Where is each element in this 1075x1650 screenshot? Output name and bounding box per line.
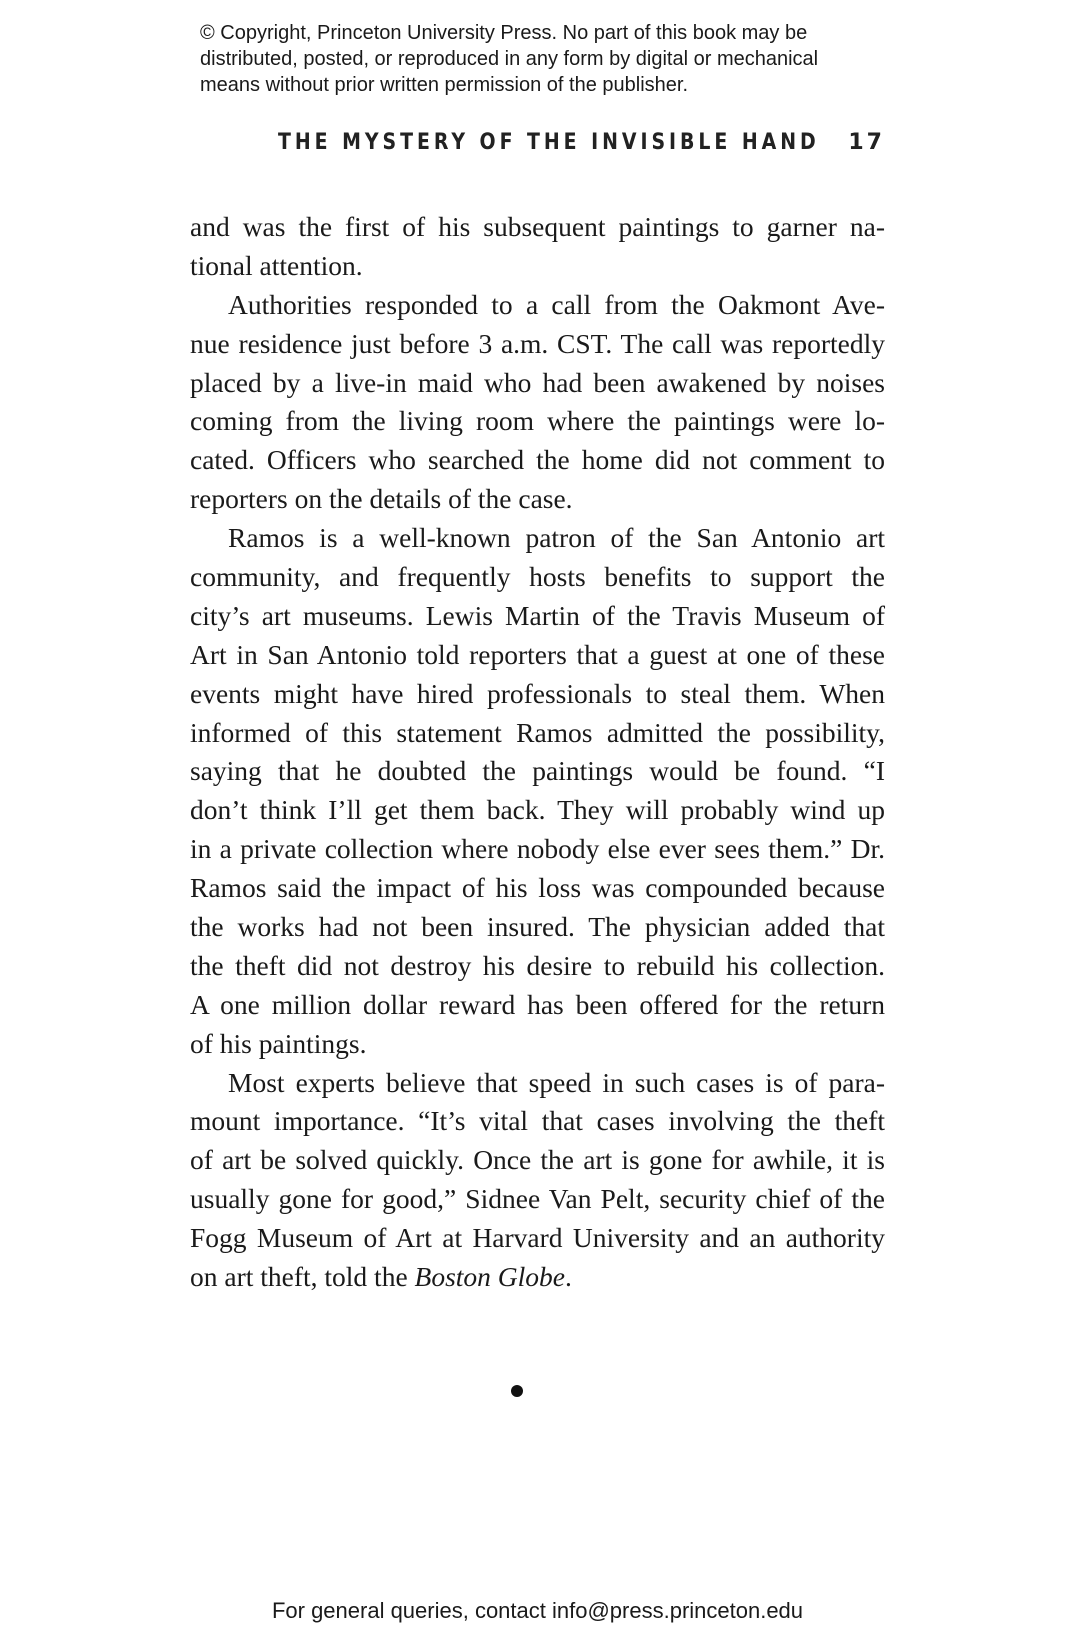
- running-head-title: THE MYSTERY OF THE INVISIBLE HAND: [278, 130, 820, 155]
- text-line: usually gone for good,” Sidnee Van Pelt, security chief of the: [190, 1183, 885, 1215]
- text-line: and was the first of his subsequent paintings to garner na-: [190, 211, 885, 242]
- text-line: placed by a live-in maid who had been awakened by noises: [190, 366, 885, 398]
- text-line: coming from the living room where the paintings were lo-: [190, 405, 885, 437]
- text-line: Authorities responded to a call from the Oakmont Ave-: [228, 288, 885, 320]
- text-line: of his paintings.: [190, 1027, 367, 1059]
- text-line: Fogg Museum of Art at Harvard University and an authority: [190, 1222, 885, 1254]
- text-line: events might have hired professionals to steal them. When: [190, 677, 885, 709]
- text-line: city’s art museums. Lewis Martin of the Travis Museum of: [190, 599, 885, 631]
- text-line: cated. Officers who searched the home did not comment to: [190, 444, 885, 476]
- text-line: A one million dollar reward has been offered for the return: [190, 988, 885, 1020]
- text-line: Art in San Antonio told reporters that a guest at one of these: [190, 638, 885, 670]
- final-line-end: .: [565, 1261, 572, 1293]
- text-line: the theft did not destroy his desire to rebuild his collection.: [190, 949, 885, 981]
- text-line: informed of this statement Ramos admitted the possibility,: [190, 716, 885, 748]
- text-line: the works had not been insured. The physician added that: [190, 911, 885, 943]
- text-line: reporters on the details of the case.: [190, 483, 573, 515]
- body-text: [190, 208, 885, 1297]
- copyright-line: means without prior written permission of the publisher.: [200, 74, 689, 96]
- section-break-bullet: [511, 1385, 523, 1397]
- copyright-line: © Copyright, Princeton University Press. No part of this book may be: [200, 22, 808, 44]
- text-line: don’t think I’ll get them back. They will probably wind up: [190, 794, 885, 826]
- final-line-start: on art theft, told the: [190, 1261, 415, 1293]
- text-line: Most experts believe that speed in such cases is of para-: [228, 1066, 885, 1098]
- text-line: of art be solved quickly. Once the art is gone for awhile, it is: [190, 1144, 885, 1176]
- text-line: nue residence just before 3 a.m. CST. The call was reportedly: [190, 327, 885, 359]
- text-line: community, and frequently hosts benefits to support the: [190, 561, 885, 593]
- page-number: 17: [848, 130, 885, 155]
- text-line: saying that he doubted the paintings would be found. “I: [190, 755, 885, 787]
- copyright-notice: [200, 20, 900, 98]
- text-line: in a private collection where nobody else ever sees them.” Dr.: [190, 833, 885, 865]
- text-line-final: [190, 1258, 885, 1297]
- text-line: Ramos is a well-known patron of the San Antonio art: [228, 522, 885, 554]
- copyright-line: distributed, posted, or reproduced in any form by digital or mechanical: [200, 48, 819, 70]
- running-head: [190, 130, 885, 164]
- text-line: tional attention.: [190, 249, 363, 281]
- footer-contact: For general queries, contact info@press.princeton.edu: [271, 1598, 804, 1623]
- publication-title: Boston Globe: [414, 1261, 566, 1293]
- text-line: mount importance. “It’s vital that cases involving the theft: [190, 1105, 885, 1137]
- text-line: Ramos said the impact of his loss was compounded because: [190, 872, 885, 904]
